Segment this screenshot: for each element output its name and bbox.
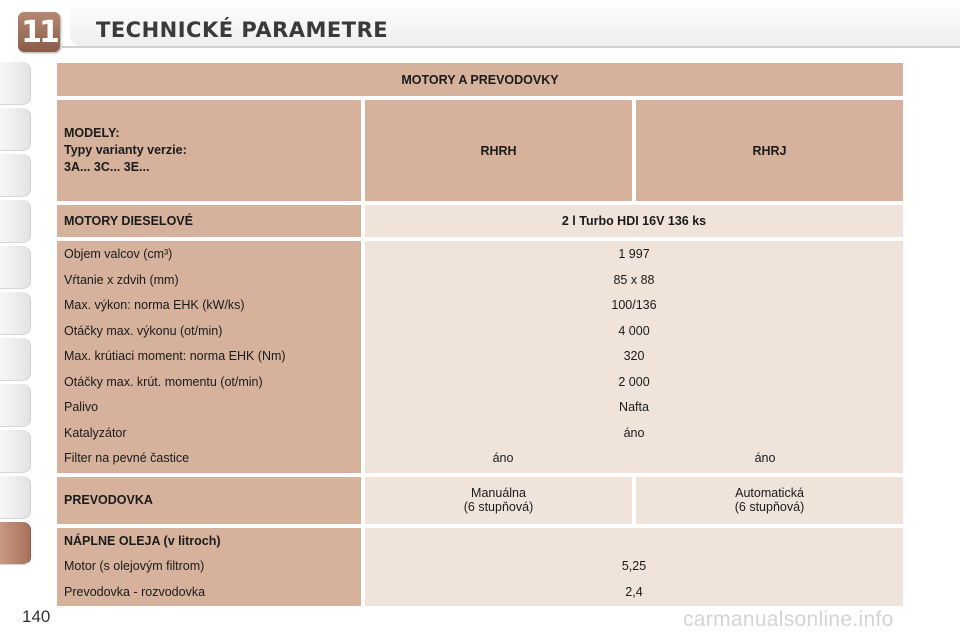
chapter-tab-2[interactable] (0, 108, 31, 151)
chapter-tab-8[interactable] (0, 384, 31, 427)
models-label-line: Typy varianty verzie: (64, 143, 187, 157)
spec-value: 2 000 (618, 374, 650, 389)
oil-value: 2,4 (625, 584, 643, 599)
model-rhrh: RHRH (365, 100, 632, 201)
spec-label: Max. krútiaci moment: norma EHK (Nm) (64, 349, 286, 363)
page-title: TECHNICKÉ PARAMETRE (96, 18, 389, 42)
oil-value-spacer (372, 529, 896, 555)
models-row (57, 100, 903, 201)
gearbox-type: Automatická (735, 486, 804, 500)
gearbox-speeds: (6 stupňová) (463, 500, 534, 514)
spec-value: 320 (623, 349, 645, 363)
filter-value-rhrh: áno (492, 451, 514, 465)
chapter-tab-7[interactable] (0, 338, 31, 381)
specs-row (57, 241, 903, 473)
oil-label: Motor (s olejovým filtrom) (64, 559, 205, 573)
oil-row (57, 528, 903, 607)
parameters-table (53, 59, 907, 610)
diesel-row (57, 205, 903, 237)
gearbox-rhrh (365, 477, 632, 524)
spec-label: Katalyzátor (64, 425, 127, 440)
oil-values (365, 528, 903, 607)
filter-values (372, 446, 896, 472)
spec-label: Max. výkon: norma EHK (kW/ks) (64, 298, 245, 312)
chapter-badge: 11 (18, 12, 60, 52)
oil-label: Prevodovka - rozvodovka (64, 584, 206, 599)
models-label-line: MODELY: (64, 126, 120, 140)
oil-value: 5,25 (621, 559, 647, 573)
filter-value-rhrj: áno (754, 451, 776, 465)
spec-label: Otáčky max. krút. momentu (ot/min) (64, 374, 263, 389)
parameters-table-wrap (57, 63, 903, 610)
oil-labels (57, 528, 361, 607)
gearbox-type: Manuálna (471, 486, 526, 500)
chapter-tab-5[interactable] (0, 246, 31, 289)
page-number: 140 (22, 607, 51, 626)
chapter-tab-1[interactable] (0, 62, 31, 105)
chapter-tab-4[interactable] (0, 200, 31, 243)
chapter-tabs (0, 62, 34, 572)
chapter-tab-3[interactable] (0, 154, 31, 197)
spec-value: 1 997 (618, 247, 650, 261)
filter-label: Filter na pevné častice (64, 451, 190, 465)
chapter-tab-10[interactable] (0, 476, 31, 519)
models-label-line: 3A... 3C... 3E... (64, 160, 150, 174)
watermark: carmanualsonline.info (683, 608, 894, 631)
diesel-label: MOTORY DIESELOVÉ (57, 205, 361, 237)
gearbox-row (57, 477, 903, 524)
spec-value: Nafta (619, 400, 649, 414)
spec-label: Otáčky max. výkonu (ot/min) (64, 323, 223, 338)
chapter-tab-6[interactable] (0, 292, 31, 335)
spec-value: 100/136 (611, 298, 657, 312)
chapter-tab-9[interactable] (0, 430, 31, 473)
chapter-tab-11-active[interactable] (0, 522, 31, 565)
engine-name: 2 l Turbo HDI 16V 136 ks (365, 205, 903, 237)
specs-values (365, 241, 903, 473)
table-title: MOTORY A PREVODOVKY (57, 63, 903, 96)
gearbox-rhrj (636, 477, 903, 524)
gearbox-label: PREVODOVKA (57, 477, 361, 524)
spec-value: áno (623, 425, 645, 440)
model-rhrj: RHRJ (636, 100, 903, 201)
header-divider (62, 46, 960, 48)
models-label (57, 100, 361, 201)
oil-section-label: NÁPLNE OLEJA (v litroch) (64, 533, 221, 548)
gearbox-speeds: (6 stupňová) (734, 500, 805, 514)
spec-label: Objem valcov (cm³) (64, 247, 173, 261)
spec-value: 85 x 88 (613, 272, 655, 287)
specs-labels (57, 241, 361, 473)
table-title-row (57, 63, 903, 96)
spec-label: Vŕtanie x zdvih (mm) (64, 272, 179, 287)
spec-label: Palivo (64, 400, 99, 414)
spec-value: 4 000 (618, 323, 650, 338)
